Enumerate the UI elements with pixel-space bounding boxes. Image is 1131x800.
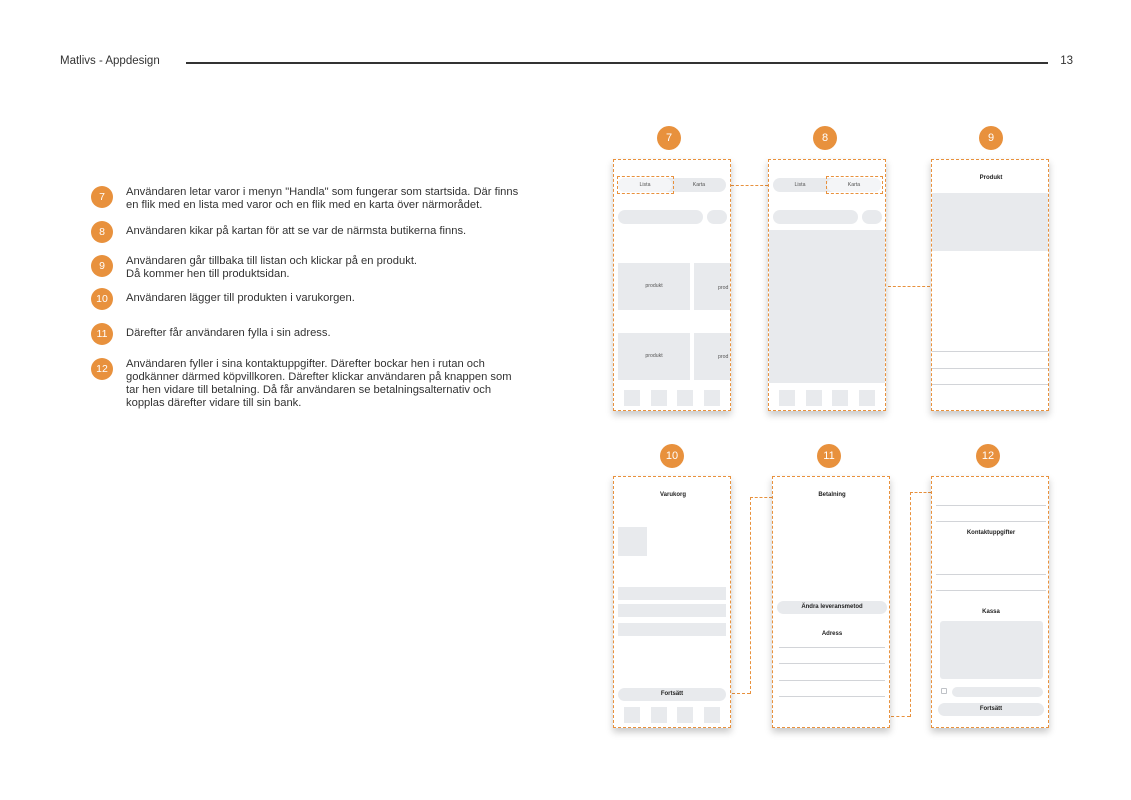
screen-badge-9: 9 <box>979 126 1003 150</box>
contact-title: Kontaktuppgifter <box>966 530 1016 536</box>
step-12 <box>91 358 556 410</box>
nav-icon <box>832 390 848 406</box>
cart-row <box>618 604 726 617</box>
nav-icon <box>704 390 720 406</box>
tab-list-label: Lista <box>639 182 651 188</box>
step-number-badge: 9 <box>91 255 113 277</box>
nav-icon <box>704 707 720 723</box>
screen-title: Produkt <box>979 175 1003 181</box>
flow-connector <box>888 286 930 287</box>
step-description: Därefter får användaren fylla i sin adress. <box>126 327 331 339</box>
step-description: Användaren letar varor i menyn "Handla" som fungerar som startsida. Där finns en flik med en lista med varor och en flik med en karta över närmorådet. <box>126 186 519 211</box>
flow-connector <box>891 716 910 717</box>
divider <box>932 384 1049 385</box>
tab-highlight <box>617 176 674 194</box>
change-delivery-label: Ändra leveransmetod <box>801 604 863 610</box>
step-9 <box>91 255 556 281</box>
filter-button <box>707 210 727 224</box>
address-field <box>779 696 885 697</box>
flow-connector <box>910 492 911 717</box>
search-field <box>618 210 703 224</box>
flow-connector <box>731 185 768 186</box>
map-area <box>769 230 886 383</box>
step-number-badge: 12 <box>91 358 113 380</box>
step-description: Användaren lägger till produkten i varukorgen. <box>126 292 355 304</box>
nav-icon <box>677 390 693 406</box>
wireframe-screen-10 <box>613 476 731 728</box>
flow-connector <box>732 693 750 694</box>
nav-icon <box>651 707 667 723</box>
terms-text-placeholder <box>952 687 1043 697</box>
cart-row <box>618 587 726 600</box>
step-7 <box>91 186 556 212</box>
step-number-badge: 11 <box>91 323 113 345</box>
screen-badge-7: 7 <box>657 126 681 150</box>
page-number: 13 <box>1060 55 1073 67</box>
wireframe-screen-11 <box>772 476 890 728</box>
product-label: prod <box>718 285 729 291</box>
cart-row <box>618 623 726 636</box>
divider <box>936 521 1046 522</box>
flow-connector <box>910 492 931 493</box>
tab-highlight <box>826 176 883 194</box>
step-8 <box>91 221 556 243</box>
search-field <box>773 210 858 224</box>
address-field <box>779 647 885 648</box>
nav-icon <box>806 390 822 406</box>
flow-connector <box>750 497 751 694</box>
screen-title: Varukorg <box>659 492 686 498</box>
nav-icon <box>677 707 693 723</box>
step-description: Användaren kikar på kartan för att se var de närmsta butikerna finns. <box>126 225 467 237</box>
header-divider <box>186 62 1048 64</box>
nav-icon <box>624 390 640 406</box>
checkout-title: Kassa <box>982 609 1000 615</box>
flow-connector <box>750 497 772 498</box>
contact-field <box>936 590 1046 591</box>
step-number-badge: 10 <box>91 288 113 310</box>
divider <box>936 505 1046 506</box>
wireframe-screen-12 <box>931 476 1049 728</box>
terms-checkbox <box>941 688 947 694</box>
address-field <box>779 663 885 664</box>
continue-button-label: Fortsätt <box>660 691 684 697</box>
product-label: produkt <box>645 283 663 289</box>
document-title: Matlivs - Appdesign <box>60 55 160 67</box>
nav-icon <box>779 390 795 406</box>
address-title: Adress <box>821 631 843 637</box>
product-label: produkt <box>645 353 663 359</box>
wireframe-screen-8 <box>768 159 886 411</box>
wireframe-screen-9 <box>931 159 1049 411</box>
wireframe-screen-7 <box>613 159 731 411</box>
nav-icon <box>624 707 640 723</box>
divider <box>932 368 1049 369</box>
step-10 <box>91 288 556 310</box>
address-field <box>779 680 885 681</box>
screen-badge-12: 12 <box>976 444 1000 468</box>
product-label: prod <box>718 354 729 360</box>
step-description: Användaren fyller i sina kontaktuppgifter. Därefter bockar hen i rutan och godkänner därmed köpvillkoren. Därefter klickar användaren på knappen som tar hen vidare till betalning. Då får användaren se betalningsalternativ och kopplas därefter vidare till sin bank. <box>126 358 512 409</box>
step-number-badge: 8 <box>91 221 113 243</box>
product-image <box>932 193 1049 251</box>
cart-item-thumbnail <box>618 527 647 556</box>
continue-button-label: Fortsätt <box>979 706 1003 712</box>
tab-map-label: Karta <box>847 182 861 188</box>
step-number-badge: 7 <box>91 186 113 208</box>
screen-title: Betalning <box>818 492 846 498</box>
step-11 <box>91 323 556 345</box>
tab-list-label: Lista <box>794 182 806 188</box>
contact-field <box>936 574 1046 575</box>
tab-map-label: Karta <box>692 182 706 188</box>
payment-summary <box>940 621 1043 679</box>
nav-icon <box>651 390 667 406</box>
screen-badge-11: 11 <box>817 444 841 468</box>
nav-icon <box>859 390 875 406</box>
screen-badge-8: 8 <box>813 126 837 150</box>
step-description: Användaren går tillbaka till listan och klickar på en produkt. Då kommer hen till produktsidan. <box>126 255 418 280</box>
filter-button <box>862 210 882 224</box>
divider <box>932 351 1049 352</box>
screen-badge-10: 10 <box>660 444 684 468</box>
